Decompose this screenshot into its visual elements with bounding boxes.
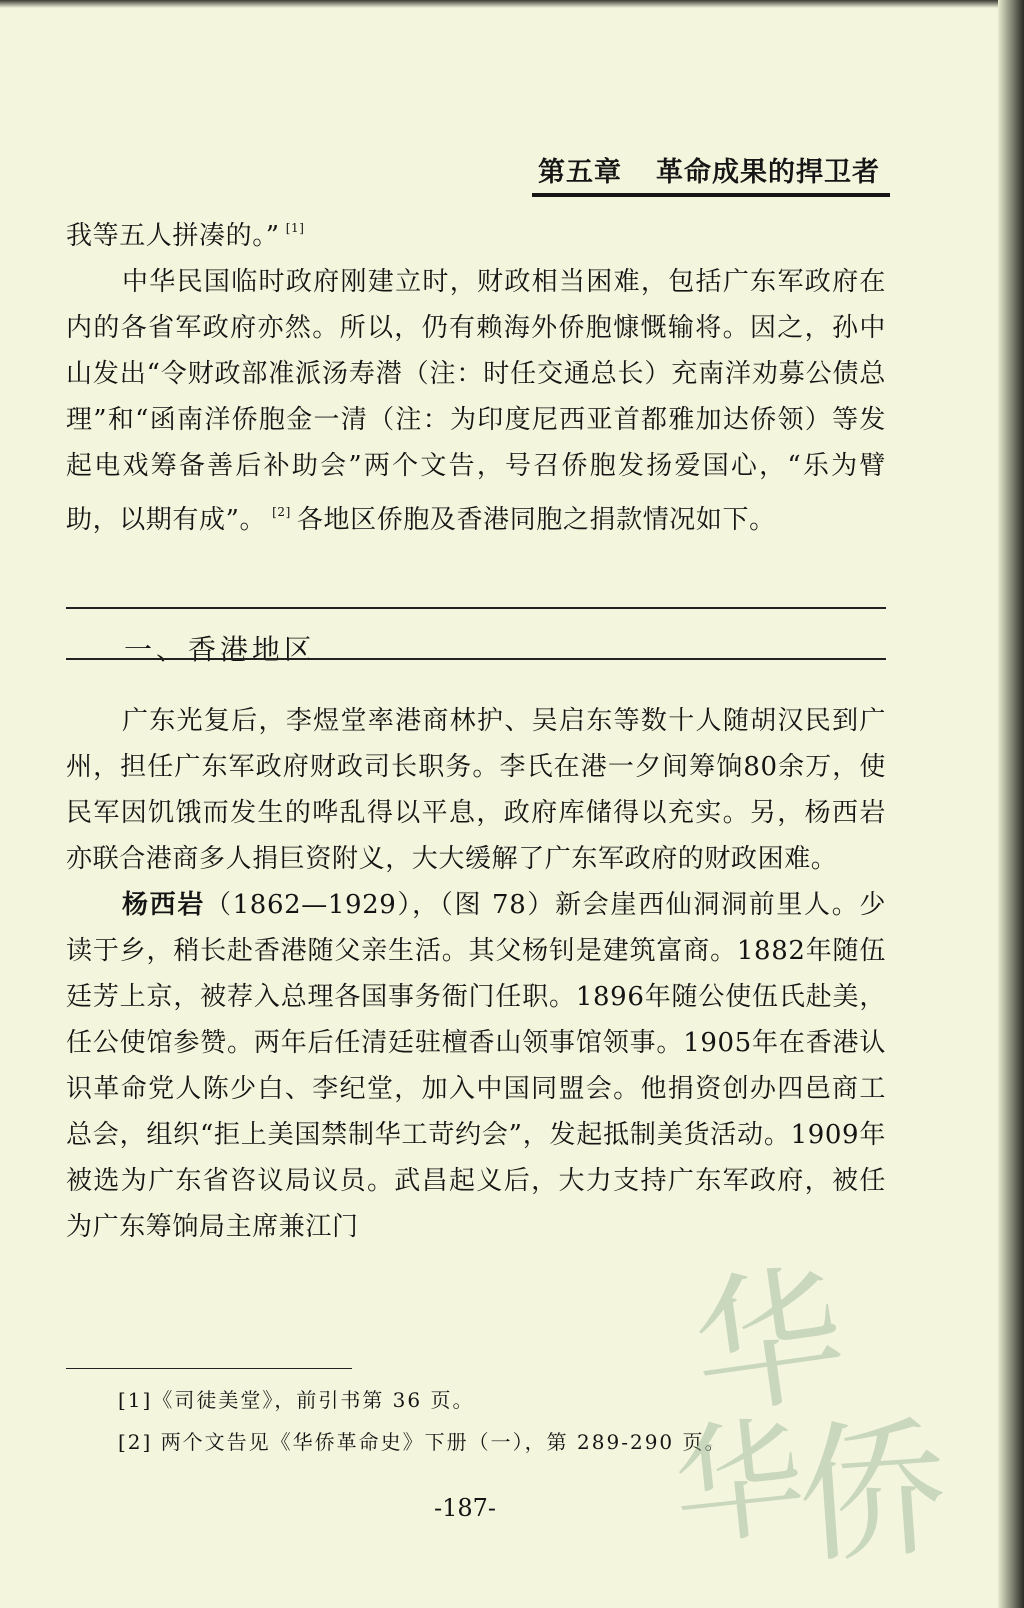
page-number: -187- (433, 1494, 497, 1522)
chapter-title: 革命成果的捍卫者 (656, 157, 880, 188)
footnote-2: [2] 两个文告见《华侨革命史》下册（一），第 289-290 页。 (118, 1430, 727, 1454)
page-top-edge (0, 0, 1024, 8)
watermark-char-3: 侨 (792, 1400, 954, 1586)
continued-line: 我等五人拼凑的。” [1] (66, 221, 305, 251)
section-heading: 一、香港地区 (124, 633, 317, 666)
body-paragraph-1: 广东光复后，李煜堂率港商林护、吴启东等数十人随胡汉民到广州，担任广东军政府财政司长职务。李氏在港一夕间筹饷80余万，使民军因饥饿而发生的哗乱得以平息，政府库储得以充实。另，杨西岩亦联合港商多人捐巨资附义，大大缓解了广东军政府的财政困难。 (66, 706, 886, 874)
footnote-ref-2: [2] (272, 505, 291, 519)
person-name: 杨西岩 (122, 890, 205, 920)
footnote-rule (66, 1368, 352, 1369)
footnote-ref-1: [1] (285, 221, 305, 235)
page-right-edge (998, 0, 1024, 1608)
section-rule-bottom (66, 658, 886, 660)
running-head (538, 150, 890, 189)
running-head-rule (532, 193, 890, 197)
intro-text (66, 205, 886, 543)
chapter-label: 第五章 (538, 157, 622, 188)
footnote-1: [1]《司徒美堂》，前引书第 36 页。 (118, 1388, 475, 1412)
watermark-logo (666, 1246, 998, 1588)
body-text (66, 698, 886, 1250)
watermark-char-1: 华 (682, 1246, 856, 1440)
intro-paragraph: 中华民国临时政府刚建立时，财政相当困难，包括广东军政府在内的各省军政府亦然。所以，仍有赖海外侨胞慷慨输将。因之，孙中山发出“令财政部准派汤寿潜（注：时任交通总长）充南洋劝募公债总理”和“函南洋侨胞金一清（注：为印度尼西亚首都雅加达侨领）等发起电戏筹备善后补助会”两个文告，号召侨胞发扬爱国心，“乐为臂助，以期有成”。 [2] 各地区侨胞及香港同胞之捐款情况如下。 (66, 267, 886, 535)
body-paragraph-2: 杨西岩（1862—1929），（图 78）新会崖西仙洞洞前里人。少读于乡，稍长赴香港随父亲生活。其父杨钊是建筑富商。1882年随伍廷芳上京，被荐入总理各国事务衙门任职。1896年随公使伍氏赴美，任公使馆参赞。两年后任清廷驻檀香山领事馆领事。1905年在香港认识革命党人陈少白、李纪堂，加入中国同盟会。他捐资创办四邑商工总会，组织“拒上美国禁制华工苛约会”，发起抵制美货活动。1909年被选为广东省咨议局议员。武昌起义后，大力支持广东军政府，被任为广东筹饷局主席兼江门 (66, 890, 886, 1242)
watermark-char-2: 华 (666, 1400, 812, 1566)
section-rule-top (66, 607, 886, 609)
